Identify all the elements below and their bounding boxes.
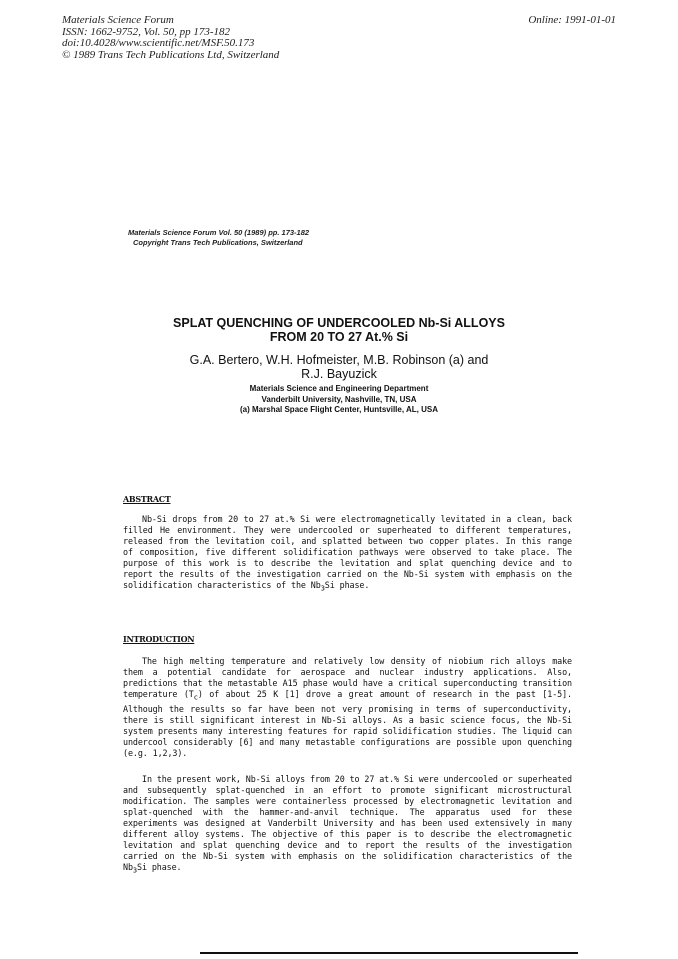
citation-copyright: Copyright Trans Tech Publications, Switzerland bbox=[133, 238, 303, 247]
authors-line-1: G.A. Bertero, W.H. Hofmeister, M.B. Robinson (a) and bbox=[189, 353, 489, 367]
online-date: Online: 1991-01-01 bbox=[528, 14, 616, 26]
affiliation-line-1: Materials Science and Engineering Department bbox=[249, 384, 429, 393]
doi-line: doi:10.4028/www.scientific.net/MSF.50.173 bbox=[62, 37, 255, 49]
affiliation-block bbox=[0, 384, 678, 416]
affiliation-line-3: (a) Marshal Space Flight Center, Huntsville, AL, USA bbox=[240, 405, 438, 414]
intro-paragraph-2: In the present work, Nb-Si alloys from 20 to 27 at.% Si were undercooled or superheated and subsequently splat-quenched in an effort to promote significant microstructural modification. The samples were containerless processed by electromagnetic levitation and splat-quenched with the hammer-and-anvil technique. The apparatus used for these experiments was designed at Vanderbilt University and has been used extensively in many different alloy systems. The objective of this paper is to describe the electromagnetic levitation and splat quenching device and to report the results of the investigation carried on the Nb-Si system with emphasis on the solidification characteristics of the $Nb_3Si$ phase. bbox=[123, 774, 572, 876]
abstract-heading: ABSTRACT bbox=[123, 494, 171, 504]
journal-header bbox=[62, 15, 279, 61]
issn-line: ISSN: 1662-9752, Vol. 50, pp 173-182 bbox=[62, 25, 231, 38]
title-line-1: SPLAT QUENCHING OF UNDERCOOLED Nb-Si ALLOYS bbox=[173, 316, 505, 330]
introduction-heading: INTRODUCTION bbox=[123, 634, 195, 644]
affiliation-line-2: Vanderbilt University, Nashville, TN, USA bbox=[261, 394, 417, 404]
authors-line-2: R.J. Bayuzick bbox=[301, 366, 377, 381]
citation-line: Materials Science Forum Vol. 50 (1989) pp. 173-182 bbox=[128, 228, 310, 237]
source-citation bbox=[128, 228, 309, 248]
intro-paragraph-1: The high melting temperature and relatively low density of niobium rich alloys make them a potential candidate for aerospace and nuclear industry applications. Also, predictions that the metastable A15 phase would have a critical superconducting transition temperature $(T_c)$ of about 25 K [1] drove a great amount of research in the past [1-5]. Although the results so far have been not very promising in terms of superconductivity, there is still significant interest in Nb-Si alloys. As a basic science focus, the Nb-Si system presents many interesting features for rapid solidification studies. The liquid can undercool considerably [6] and many metastable configurations are possible upon quenching (e.g. 1,2,3). bbox=[123, 656, 572, 759]
title-line-2: FROM 20 TO 27 At.% Si bbox=[269, 330, 409, 344]
copyright-line: © 1989 Trans Tech Publications Ltd, Switzerland bbox=[62, 48, 280, 61]
abstract-paragraph: Nb-Si drops from 20 to 27 at.% Si were electromagnetically levitated in a clean, back filled He environment. They were undercooled or superheated to different temperatures, released from the levitation coil, and splatted between two copper plates. In this range of composition, five different solidification pathways were observed to take place. The purpose of this work is to describe the levitation and splat quenching device and to report the results of the investigation carried on the Nb-Si system with emphasis on the solidification characteristics of the $Nb_3Si$ phase. bbox=[123, 514, 572, 593]
paper-title bbox=[0, 316, 678, 344]
author-list bbox=[0, 354, 678, 381]
journal-name: Materials Science Forum bbox=[62, 14, 174, 26]
footer-rule bbox=[200, 952, 578, 954]
